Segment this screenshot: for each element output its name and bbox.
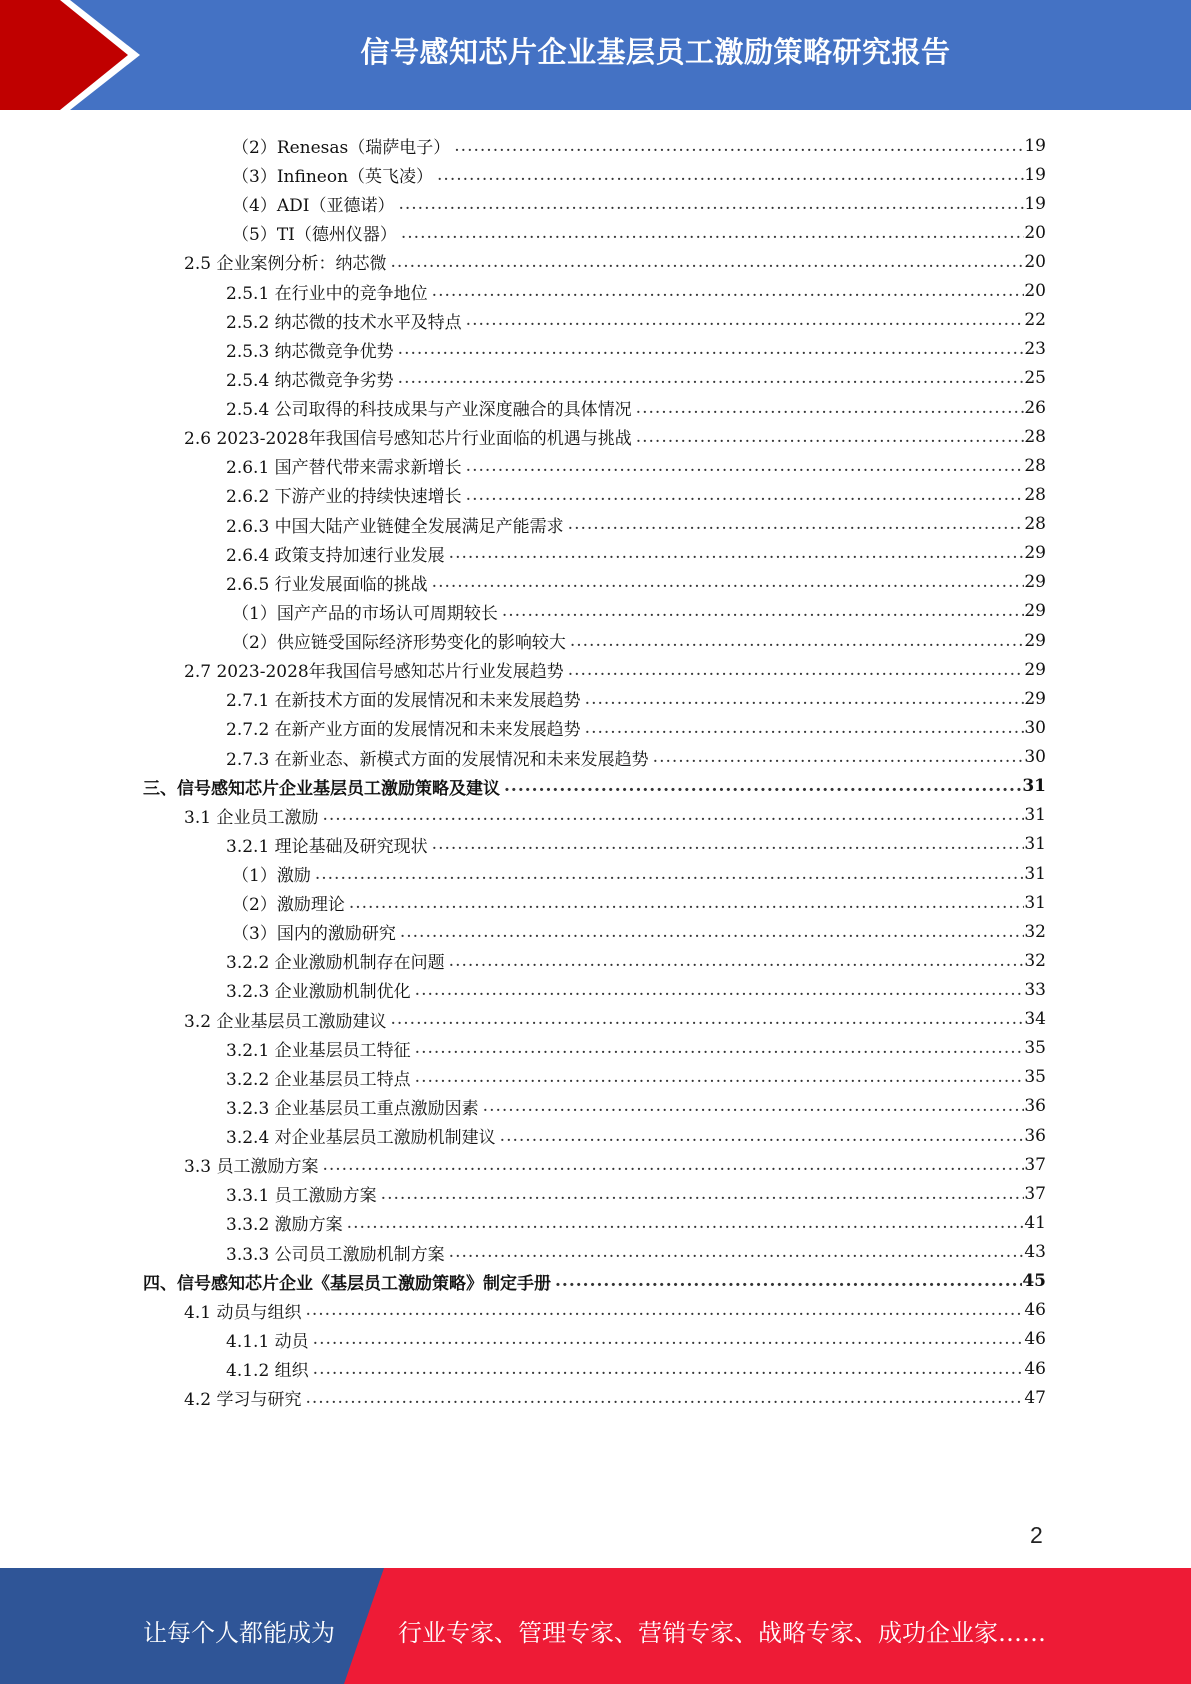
document-title: 信号感知芯片企业基层员工激励策略研究报告 [360, 35, 951, 69]
toc-dot-leader [415, 1038, 1025, 1058]
toc-entry-page: 46 [1024, 1329, 1046, 1350]
toc-dot-leader [398, 368, 1025, 388]
toc-entry[interactable] [226, 1354, 1046, 1383]
toc-entry-page: 28 [1024, 455, 1046, 476]
toc-entry-page: 46 [1024, 1358, 1046, 1379]
toc-entry-label: 2.5.2 纳芯微的技术水平及特点 [226, 312, 462, 333]
toc-entry[interactable] [232, 189, 1046, 218]
toc-entry[interactable] [226, 335, 1046, 364]
toc-entry[interactable] [232, 597, 1046, 626]
toc-entry[interactable] [232, 917, 1046, 946]
toc-entry[interactable] [226, 1208, 1046, 1237]
toc-entry-page: 45 [1022, 1271, 1046, 1292]
toc-dot-leader [466, 485, 1025, 505]
toc-entry-page: 28 [1024, 514, 1046, 535]
toc-entry-label: 2.6.5 行业发展面临的挑战 [226, 574, 428, 595]
toc-entry[interactable] [226, 975, 1046, 1004]
toc-dot-leader [653, 747, 1025, 767]
toc-dot-leader [483, 1096, 1025, 1116]
toc-entry-label: 2.5.1 在行业中的竞争地位 [226, 283, 428, 304]
toc-entry[interactable] [184, 655, 1046, 684]
toc-dot-leader [398, 194, 1024, 214]
toc-dot-leader [349, 893, 1025, 913]
toc-entry-page: 29 [1024, 543, 1046, 564]
toc-entry-page: 37 [1024, 1154, 1046, 1175]
toc-dot-leader [432, 572, 1025, 592]
toc-entry-page: 28 [1024, 484, 1046, 505]
toc-entry-label: （2）供应链受国际经济形势变化的影响较大 [232, 633, 566, 654]
toc-entry[interactable] [226, 539, 1046, 568]
toc-entry-label: （1）激励 [232, 866, 311, 886]
toc-entry-page: 35 [1024, 1038, 1046, 1059]
toc-entry-label: 3.2.4 对企业基层员工激励机制建议 [226, 1128, 496, 1149]
toc-entry-page: 19 [1024, 164, 1046, 185]
toc-entry-page: 31 [1024, 892, 1046, 913]
toc-entry-page: 20 [1024, 222, 1046, 243]
toc-entry[interactable] [226, 1063, 1046, 1092]
toc-entry-page: 29 [1024, 572, 1046, 593]
toc-entry-label: 3.1 企业员工激励 [184, 807, 319, 828]
footer-slogan-right: 行业专家、管理专家、营销专家、战略专家、成功企业家…… [398, 1619, 1046, 1647]
toc-dot-leader [315, 864, 1025, 884]
toc-dot-leader [432, 281, 1025, 301]
toc-entry-page: 26 [1024, 397, 1046, 418]
toc-entry-page: 37 [1024, 1183, 1046, 1204]
toc-entry[interactable] [232, 131, 1046, 160]
toc-entry[interactable] [226, 946, 1046, 975]
toc-entry-label: 2.7 2023-2028年我国信号感知芯片行业发展趋势 [184, 662, 564, 683]
toc-dot-leader [636, 427, 1025, 447]
toc-entry-label: 4.2 学习与研究 [184, 1390, 302, 1411]
toc-dot-leader [449, 1242, 1025, 1262]
toc-entry-page: 32 [1024, 950, 1046, 971]
toc-entry-label: 3.2.3 企业激励机制优化 [226, 982, 411, 1003]
toc-dot-leader [322, 805, 1024, 825]
toc-dot-leader [305, 1388, 1024, 1408]
toc-entry-label: 2.5 企业案例分析：纳芯微 [184, 254, 387, 275]
toc-entry-label: 2.5.3 纳芯微竞争优势 [226, 341, 394, 362]
toc-entry-page: 19 [1024, 135, 1046, 156]
toc-dot-leader [454, 136, 1024, 156]
toc-entry-label: 4.1 动员与组织 [184, 1302, 302, 1323]
toc-entry-page: 36 [1024, 1096, 1046, 1117]
toc-entry[interactable] [226, 743, 1046, 772]
toc-dot-leader [415, 980, 1025, 1000]
toc-dot-leader [381, 1184, 1025, 1204]
toc-entry-label: 3.2.1 企业基层员工特征 [226, 1040, 411, 1061]
toc-entry-page: 29 [1024, 630, 1046, 651]
toc-entry[interactable] [226, 1179, 1046, 1208]
toc-entry-label: 3.2.3 企业基层员工重点激励因素 [226, 1098, 479, 1119]
toc-entry-page: 46 [1024, 1300, 1046, 1321]
toc-entry-page: 32 [1024, 921, 1046, 942]
page-number: 2 [1030, 1522, 1043, 1548]
toc-dot-leader [585, 689, 1025, 709]
toc-entry-page: 20 [1024, 281, 1046, 302]
page-header [0, 0, 1191, 110]
toc-entry[interactable] [232, 160, 1046, 189]
toc-entry[interactable] [226, 830, 1046, 859]
toc-entry-page: 19 [1024, 193, 1046, 214]
toc-entry[interactable] [226, 364, 1046, 393]
toc-entry-label: 3.3.3 公司员工激励机制方案 [226, 1244, 445, 1265]
toc-entry-page: 29 [1024, 659, 1046, 680]
toc-entry[interactable] [226, 277, 1046, 306]
toc-entry[interactable] [232, 859, 1046, 888]
toc-entry-page: 25 [1024, 368, 1046, 389]
toc-entry-page: 31 [1024, 805, 1046, 826]
toc-dot-leader [347, 1213, 1025, 1233]
toc-entry[interactable] [184, 1383, 1046, 1412]
toc-entry-page: 29 [1024, 688, 1046, 709]
toc-entry[interactable] [226, 393, 1046, 422]
toc-entry[interactable] [143, 772, 1046, 801]
toc-dot-leader [504, 776, 1022, 796]
toc-entry-page: 20 [1024, 251, 1046, 272]
toc-entry-label: 3.2.2 企业基层员工特点 [226, 1069, 411, 1090]
toc-entry-label: （2）Renesas（瑞萨电子） [232, 138, 451, 158]
toc-dot-leader [390, 1009, 1024, 1029]
toc-entry-label: 2.7.1 在新技术方面的发展情况和未来发展趋势 [226, 691, 581, 712]
toc-entry-page: 43 [1024, 1242, 1046, 1263]
toc-dot-leader [390, 252, 1024, 272]
toc-entry-page: 28 [1024, 426, 1046, 447]
toc-entry[interactable] [226, 1034, 1046, 1063]
toc-entry-label: 3.3.2 激励方案 [226, 1215, 343, 1236]
toc-entry[interactable] [184, 801, 1046, 830]
toc-dot-leader [313, 1359, 1025, 1379]
toc-entry-label: 2.6.4 政策支持加速行业发展 [226, 545, 445, 566]
toc-dot-leader [322, 1155, 1024, 1175]
toc-dot-leader [449, 543, 1025, 563]
footer-slogan-left: 让每个人都能成为 [143, 1619, 335, 1647]
toc-entry[interactable] [226, 1325, 1046, 1354]
toc-entry[interactable] [226, 510, 1046, 539]
toc-entry[interactable] [226, 1121, 1046, 1150]
toc-entry[interactable] [226, 1092, 1046, 1121]
toc-entry-page: 41 [1024, 1212, 1046, 1233]
toc-dot-leader [568, 660, 1025, 680]
toc-dot-leader [636, 398, 1025, 418]
toc-entry[interactable] [226, 480, 1046, 509]
toc-entry-label: （1）国产产品的市场认可周期较长 [232, 603, 498, 624]
toc-entry-label: 2.7.3 在新业态、新模式方面的发展情况和未来发展趋势 [226, 749, 649, 770]
toc-entry-label: 3.2.1 理论基础及研究现状 [226, 836, 428, 857]
toc-entry-page: 34 [1024, 1009, 1046, 1030]
toc-entry-page: 23 [1024, 339, 1046, 360]
toc-dot-leader [466, 310, 1025, 330]
toc-entry-label: 2.6.2 下游产业的持续快速增长 [226, 487, 462, 508]
toc-dot-leader [401, 223, 1024, 243]
toc-entry-label: 三、信号感知芯片企业基层员工激励策略及建议 [143, 778, 500, 799]
toc-dot-leader [432, 834, 1025, 854]
toc-entry[interactable] [226, 568, 1046, 597]
toc-entry-label: （2）激励理论 [232, 895, 345, 916]
toc-entry-label: 3.3 员工激励方案 [184, 1157, 319, 1178]
toc-entry[interactable] [184, 422, 1046, 451]
toc-entry[interactable] [232, 626, 1046, 655]
toc-entry-page: 31 [1022, 776, 1046, 797]
toc-entry-label: 四、信号感知芯片企业《基层员工激励策略》制定手册 [143, 1273, 551, 1294]
toc-entry[interactable] [226, 684, 1046, 713]
toc-dot-leader [570, 631, 1025, 651]
toc-entry[interactable] [226, 451, 1046, 480]
toc-entry-label: 2.6 2023-2028年我国信号感知芯片行业面临的机遇与挑战 [184, 429, 632, 450]
toc-entry-label: 2.5.4 公司取得的科技成果与产业深度融合的具体情况 [226, 400, 632, 421]
toc-entry-page: 29 [1024, 601, 1046, 622]
toc-entry[interactable] [226, 1238, 1046, 1267]
toc-entry-label: 2.6.3 中国大陆产业链健全发展满足产能需求 [226, 516, 564, 537]
toc-entry-label: 3.3.1 员工激励方案 [226, 1186, 377, 1207]
toc-dot-leader [500, 1126, 1025, 1146]
toc-dot-leader [437, 165, 1024, 185]
toc-entry-label: （3）国内的激励研究 [232, 924, 396, 945]
toc-dot-leader [305, 1300, 1024, 1320]
toc-entry[interactable] [143, 1267, 1046, 1296]
toc-dot-leader [400, 922, 1025, 942]
toc-entry-page: 47 [1024, 1387, 1046, 1408]
toc-entry-page: 33 [1024, 979, 1046, 1000]
toc-entry-page: 31 [1024, 834, 1046, 855]
toc-entry-page: 30 [1024, 747, 1046, 768]
toc-entry-label: 3.2 企业基层员工激励建议 [184, 1011, 387, 1032]
toc-entry-label: （3）Infineon（英飞凌） [232, 167, 434, 188]
toc-dot-leader [568, 514, 1025, 534]
toc-entry-label: 2.5.4 纳芯微竞争劣势 [226, 370, 394, 391]
toc-dot-leader [449, 951, 1025, 971]
toc-dot-leader [502, 601, 1025, 621]
toc-dot-leader [313, 1329, 1025, 1349]
toc-entry-label: （4）ADI（亚德诺） [232, 196, 395, 217]
toc-entry[interactable] [184, 1150, 1046, 1179]
toc-dot-leader [415, 1067, 1025, 1087]
toc-entry-label: 2.6.1 国产替代带来需求新增长 [226, 458, 462, 479]
toc-entry[interactable] [232, 218, 1046, 247]
toc-dot-leader [585, 718, 1025, 738]
toc-entry-label: （5）TI（德州仪器） [232, 225, 397, 246]
toc-dot-leader [466, 456, 1025, 476]
toc-entry-page: 36 [1024, 1125, 1046, 1146]
toc-entry-page: 35 [1024, 1067, 1046, 1088]
toc-entry[interactable] [232, 888, 1046, 917]
toc-entry[interactable] [226, 713, 1046, 742]
toc-entry-label: 4.1.1 动员 [226, 1331, 309, 1352]
toc-dot-leader [555, 1271, 1022, 1291]
toc-entry[interactable] [184, 247, 1046, 276]
toc-entry-page: 30 [1024, 717, 1046, 738]
toc-entry[interactable] [184, 1296, 1046, 1325]
toc-dot-leader [398, 339, 1025, 359]
toc-entry-page: 22 [1024, 310, 1046, 331]
toc-entry-page: 31 [1024, 863, 1046, 884]
toc-entry-label: 2.7.2 在新产业方面的发展情况和未来发展趋势 [226, 720, 581, 741]
toc-entry[interactable] [226, 306, 1046, 335]
toc-entry-label: 3.2.2 企业激励机制存在问题 [226, 953, 445, 974]
toc-entry-label: 4.1.2 组织 [226, 1361, 309, 1382]
toc-entry[interactable] [184, 1005, 1046, 1034]
